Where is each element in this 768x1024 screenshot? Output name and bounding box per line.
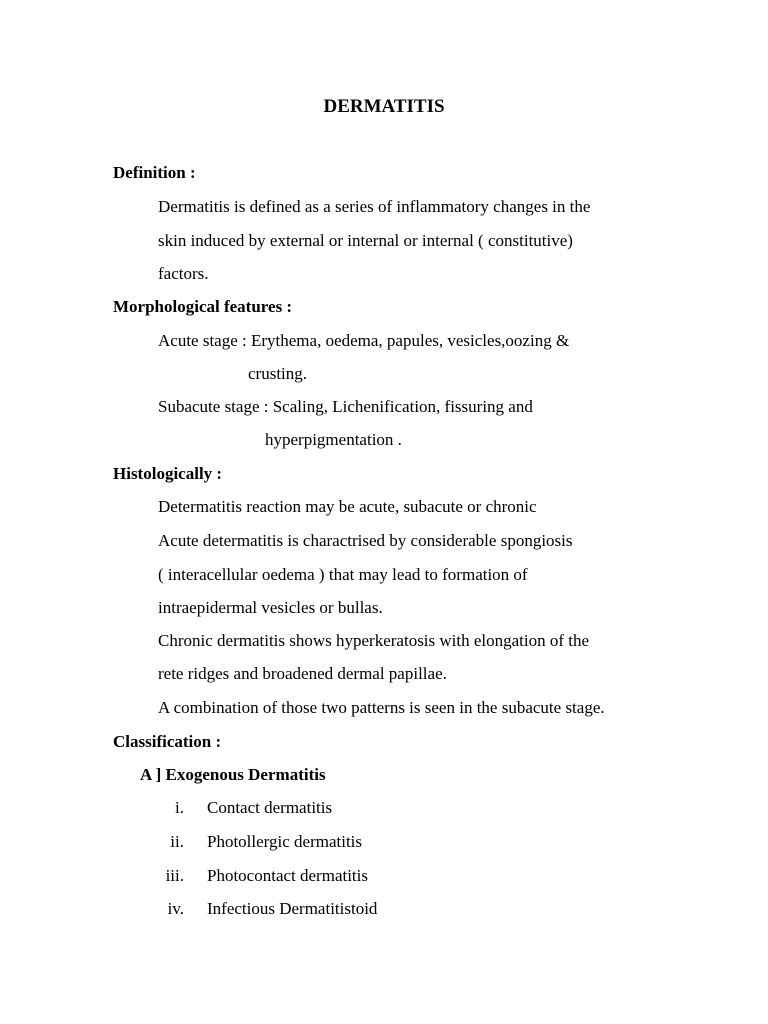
histology-heading: Histologically : bbox=[113, 464, 223, 483]
acute-stage-continuation: crusting. bbox=[248, 364, 308, 383]
subacute-stage-continuation: hyperpigmentation . bbox=[265, 430, 402, 449]
histology-line: Determatitis reaction may be acute, subacute or chronic bbox=[158, 497, 537, 516]
definition-line: Dermatitis is defined as a series of inflammatory changes in the bbox=[158, 197, 591, 216]
definition-heading: Definition : bbox=[113, 163, 196, 182]
histology-line: Chronic dermatitis shows hyperkeratosis with elongation of the bbox=[158, 631, 590, 650]
list-numeral: iv. bbox=[167, 899, 184, 918]
list-item: Photollergic dermatitis bbox=[207, 832, 363, 851]
histology-line: rete ridges and broadened dermal papillae. bbox=[158, 664, 447, 683]
list-numeral: ii. bbox=[170, 832, 184, 851]
list-item: Infectious Dermatitistoid bbox=[207, 899, 378, 918]
classification-heading: Classification : bbox=[113, 732, 222, 751]
histology-line: ( interacellular oedema ) that may lead to formation of bbox=[158, 565, 528, 584]
morphology-heading: Morphological features : bbox=[113, 297, 293, 316]
subacute-stage-line: Subacute stage : Scaling, Lichenification, fissuring and bbox=[158, 397, 533, 416]
acute-stage-line: Acute stage : Erythema, oedema, papules, vesicles,oozing & bbox=[158, 331, 570, 350]
list-numeral: i. bbox=[175, 798, 184, 817]
histology-line: A combination of those two patterns is seen in the subacute stage. bbox=[158, 698, 605, 717]
list-item: Contact dermatitis bbox=[207, 798, 333, 817]
definition-line: factors. bbox=[158, 264, 209, 283]
definition-line: skin induced by external or internal or internal ( constitutive) bbox=[158, 231, 573, 250]
page-title: DERMATITIS bbox=[323, 96, 445, 117]
list-numeral: iii. bbox=[165, 866, 184, 885]
histology-line: Acute determatitis is charactrised by considerable spongiosis bbox=[158, 531, 573, 550]
classification-subheading: A ] Exogenous Dermatitis bbox=[140, 765, 326, 784]
list-item: Photocontact dermatitis bbox=[207, 866, 368, 885]
histology-line: intraepidermal vesicles or bullas. bbox=[158, 598, 383, 617]
